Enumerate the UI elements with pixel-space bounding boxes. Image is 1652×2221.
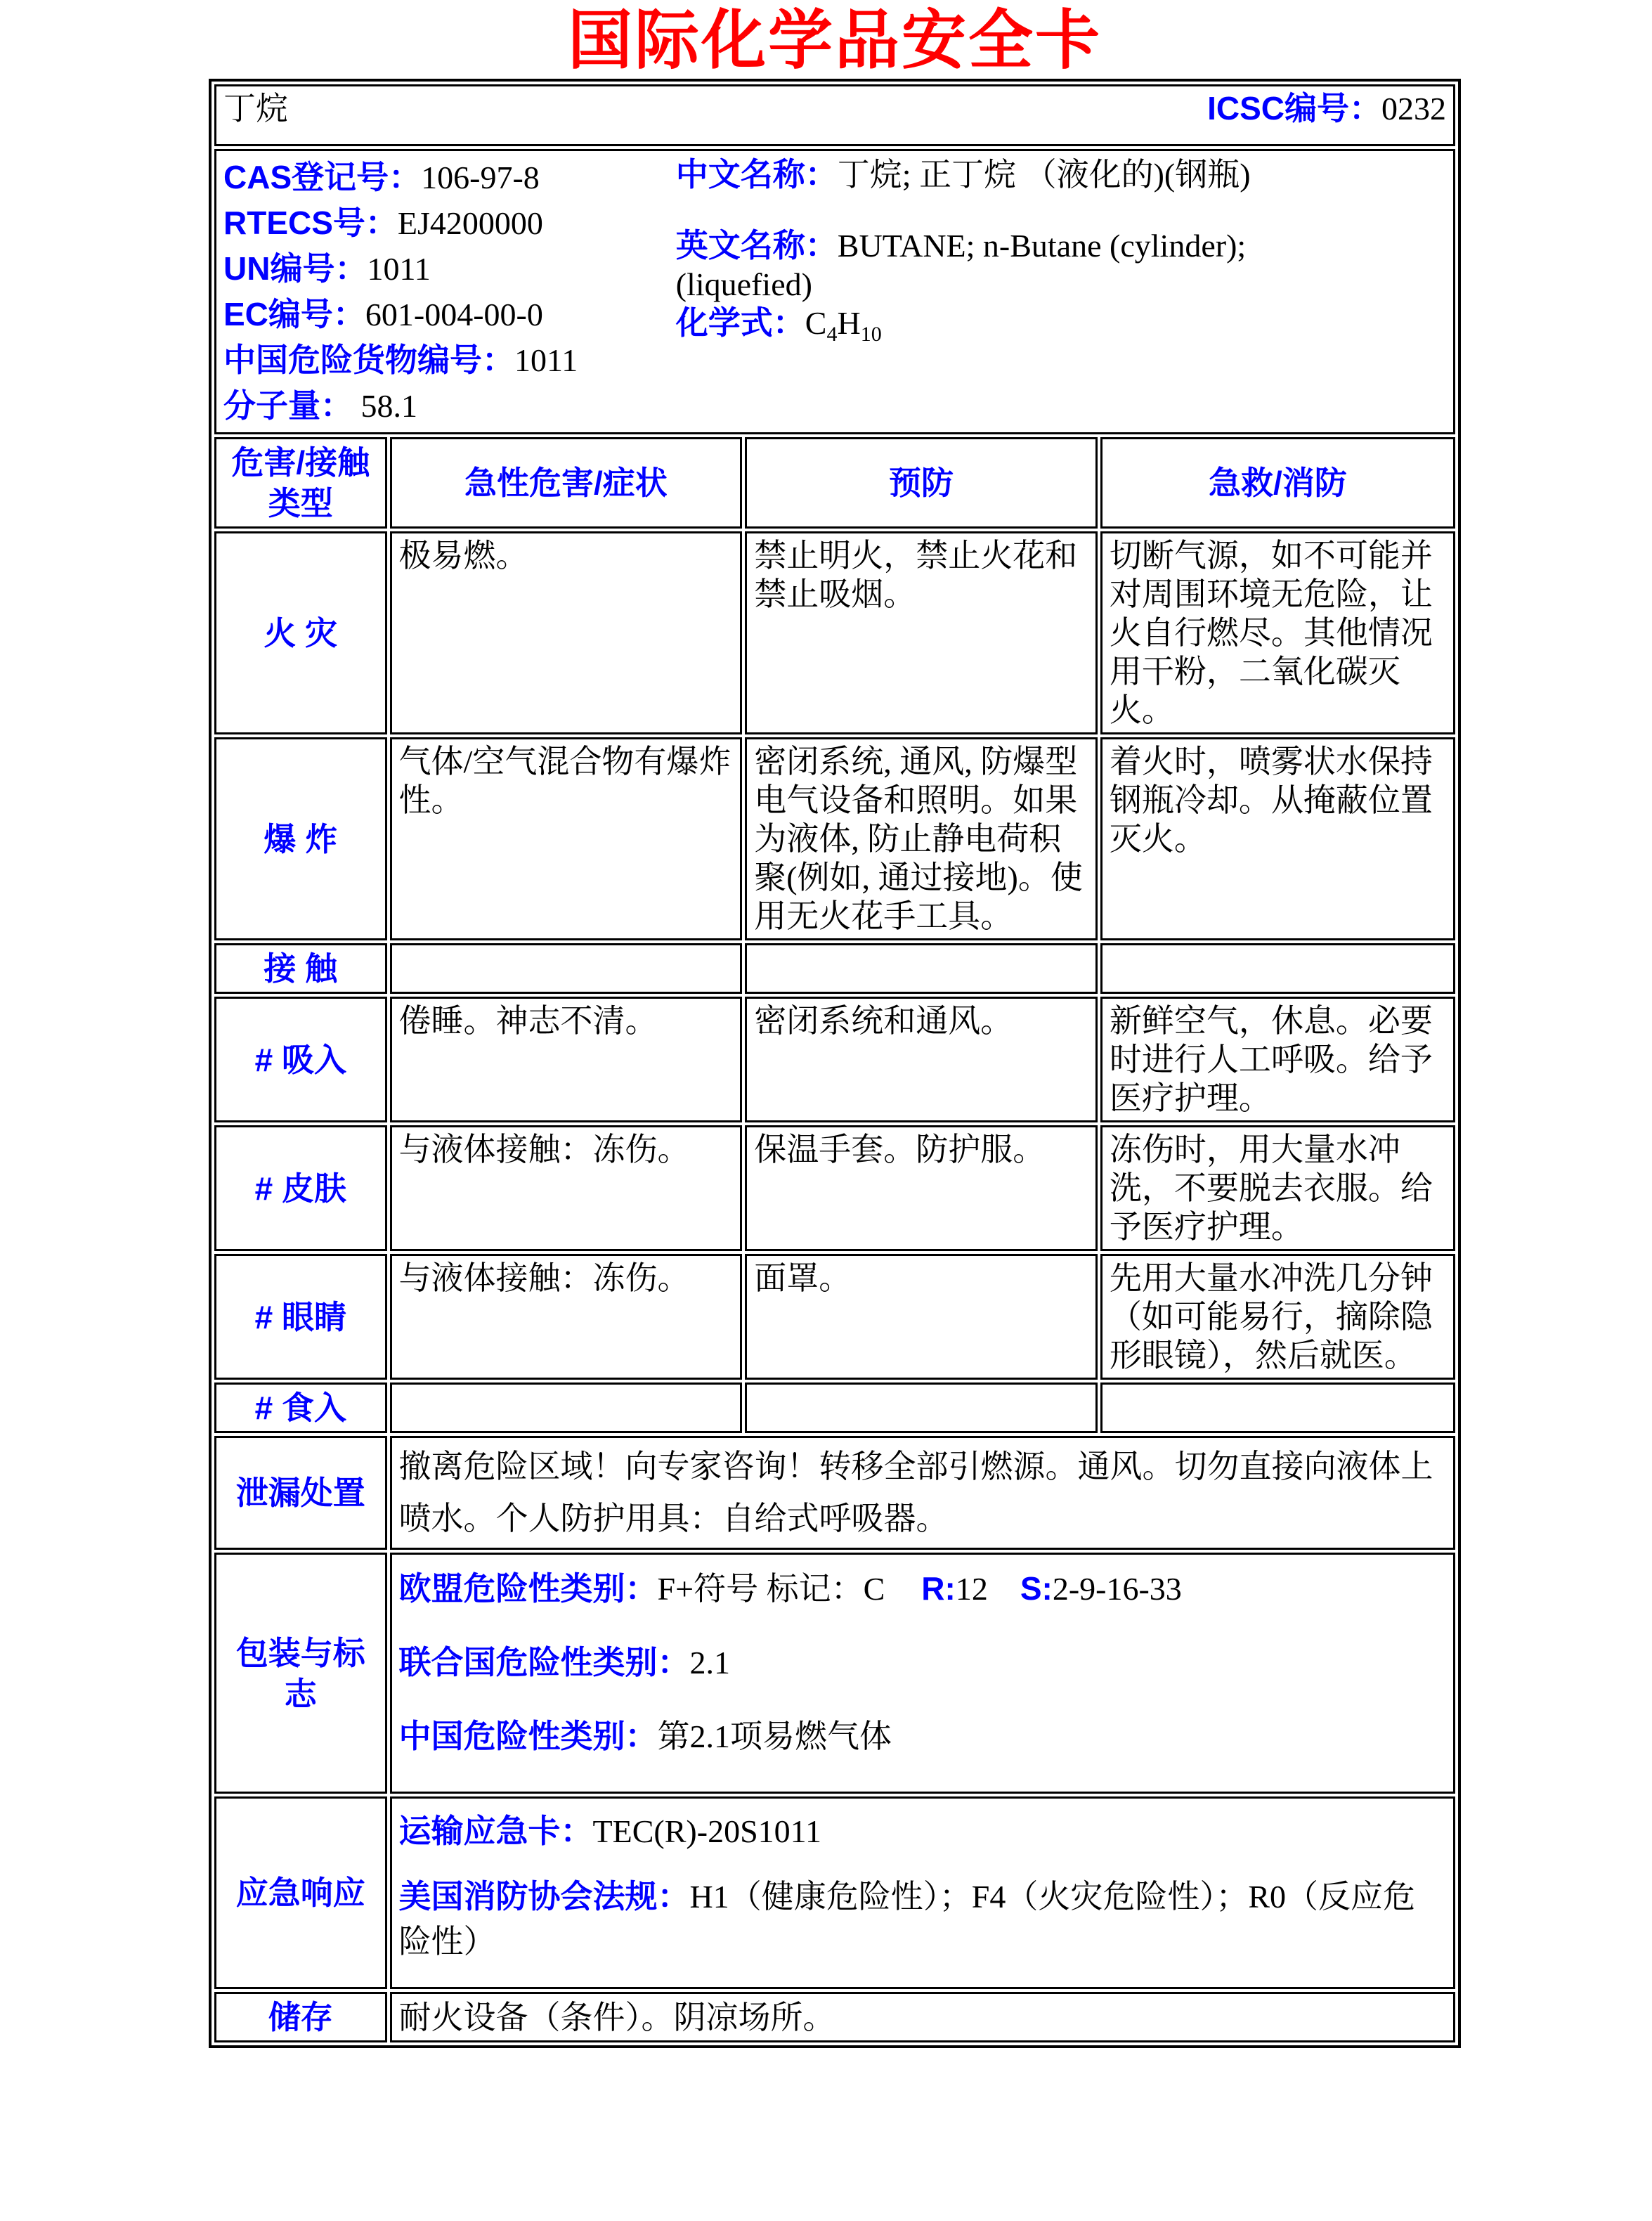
eu-class-label: 欧盟危险性类别： (398, 1570, 658, 1607)
tec-label: 运输应急卡： (398, 1813, 593, 1849)
identifiers-row (214, 149, 1455, 434)
r-phrase-label: R: (921, 1570, 956, 1607)
formula-label: 化学式： (675, 304, 805, 341)
rtecs-value: EJ4200000 (397, 205, 543, 241)
un-class-label: 联合国危险性类别： (398, 1644, 690, 1681)
cn-dg-value: 1011 (514, 342, 578, 378)
ingestion-row (214, 1383, 1455, 1433)
english-name-label: 英文名称： (675, 227, 838, 264)
skin-prevention: 保温手套。防护服。 (745, 1125, 1098, 1251)
header-hazard-type: 危害/接触 类型 (214, 437, 387, 529)
identifiers-left (223, 154, 676, 429)
molweight-value: 58.1 (360, 388, 417, 424)
header-prevention: 预防 (745, 437, 1098, 529)
eyes-symptoms: 与液体接触：冻伤。 (390, 1254, 743, 1380)
ec-value: 601-004-00-0 (365, 297, 543, 332)
substance-row (214, 84, 1455, 146)
un-class-value: 2.1 (689, 1645, 731, 1681)
packaging-content (390, 1553, 1455, 1794)
eyes-prevention: 面罩。 (745, 1254, 1098, 1380)
cn-class-value: 第2.1项易燃气体 (657, 1718, 892, 1754)
r-phrase-value: 12 (955, 1571, 988, 1607)
ingestion-prevention (745, 1383, 1098, 1433)
ingestion-label: # 食入 (214, 1383, 387, 1433)
ingestion-symptoms (390, 1383, 743, 1433)
spill-text: 撤离危险区域！向专家咨询！转移全部引燃源。通风。切勿直接向液体上喷水。个人防护用具：自给式呼吸器。 (390, 1436, 1455, 1550)
contact-row (214, 943, 1455, 994)
contact-label: 接 触 (214, 943, 387, 994)
icsc-number: 0232 (1381, 91, 1446, 127)
fire-symptoms: 极易燃。 (390, 531, 743, 734)
english-name-value2: (liquefied) (675, 266, 812, 302)
explosion-row (214, 737, 1455, 940)
inhalation-row (214, 997, 1455, 1122)
un-label: UN编号： (223, 250, 368, 287)
s-phrase-value: 2-9-16-33 (1052, 1571, 1182, 1607)
chinese-name-value: 丁烷; 正丁烷 （液化的)(钢瓶) (837, 157, 1251, 193)
hazard-header-row (214, 437, 1455, 529)
emergency-row (214, 1796, 1455, 1989)
chinese-name-label: 中文名称： (675, 156, 838, 193)
contact-firstaid (1100, 943, 1455, 994)
rtecs-label: RTECS号： (223, 205, 398, 241)
nfpa-value: H1（健康危险性）；F4（火灾危险性）；R0（反应危险性） (398, 1879, 1416, 1960)
icsc-number-group (1207, 89, 1446, 128)
emergency-content (390, 1796, 1455, 1989)
cas-value: 106-97-8 (421, 160, 540, 195)
skin-firstaid: 冻伤时，用大量水冲洗，不要脱去衣服。给予医疗护理。 (1100, 1125, 1455, 1251)
eu-class-value: F+符号 标记：C (657, 1571, 885, 1607)
packaging-cn-line (399, 1715, 1446, 1758)
explosion-symptoms: 气体/空气混合物有爆炸性。 (390, 737, 743, 940)
icsc-card (209, 6, 1461, 2048)
fire-label: 火 灾 (214, 531, 387, 734)
english-name-value: BUTANE; n-Butane (cylinder); (837, 228, 1247, 264)
fire-prevention: 禁止明火，禁止火花和禁止吸烟。 (745, 531, 1098, 734)
skin-symptoms: 与液体接触：冻伤。 (390, 1125, 743, 1251)
packaging-label: 包装与标志 (214, 1553, 387, 1794)
identifiers-cell (214, 149, 1455, 434)
tec-value: TEC(R)-20S1011 (592, 1813, 821, 1849)
eyes-row (214, 1254, 1455, 1380)
explosion-label: 爆 炸 (214, 737, 387, 940)
storage-text: 耐火设备（条件）。阴凉场所。 (390, 1992, 1455, 2042)
packaging-eu-line (399, 1567, 1446, 1610)
explosion-prevention: 密闭系统, 通风, 防爆型电气设备和照明。如果为液体, 防止静电荷积聚(例如, 通过接地)。使用无火花手工具。 (745, 737, 1098, 940)
ingestion-firstaid (1100, 1383, 1455, 1433)
explosion-firstaid: 着火时，喷雾状水保持钢瓶冷却。从掩蔽位置灭火。 (1100, 737, 1455, 940)
header-symptoms: 急性危害/症状 (390, 437, 743, 529)
inhalation-label: # 吸入 (214, 997, 387, 1122)
fire-firstaid: 切断气源，如不可能并对周围环境无危险，让火自行燃尽。其他情况用干粉，二氧化碳灭火。 (1100, 531, 1455, 734)
skin-label: # 皮肤 (214, 1125, 387, 1251)
packaging-un-line (399, 1641, 1446, 1684)
packaging-row (214, 1553, 1455, 1794)
icsc-table (209, 79, 1461, 2048)
contact-symptoms (390, 943, 743, 994)
icsc-label: ICSC编号： (1207, 90, 1381, 127)
cn-dg-label: 中国危险货物编号： (223, 342, 514, 378)
s-phrase-label: S: (1020, 1570, 1053, 1607)
fire-row (214, 531, 1455, 734)
inhalation-symptoms: 倦睡。神志不清。 (390, 997, 743, 1122)
page-title: 国际化学品安全卡 (567, 5, 1102, 77)
eyes-label: # 眼睛 (214, 1254, 387, 1380)
chemical-formula: $C_4H_{10}$ (805, 305, 882, 347)
substance-cell (214, 84, 1455, 146)
storage-label: 储存 (214, 1992, 387, 2042)
skin-row (214, 1125, 1455, 1251)
emergency-label: 应急响应 (214, 1796, 387, 1989)
molweight-label: 分子量： (223, 387, 353, 424)
cas-label: CAS登记号： (223, 159, 422, 195)
substance-name: 丁烷 (223, 91, 288, 127)
inhalation-firstaid: 新鲜空气，休息。必要时进行人工呼吸。给予医疗护理。 (1100, 997, 1455, 1122)
identifiers-right (676, 154, 1446, 356)
inhalation-prevention: 密闭系统和通风。 (745, 997, 1098, 1122)
nfpa-label: 美国消防协会法规： (398, 1878, 690, 1915)
header-firstaid: 急救/消防 (1100, 437, 1455, 529)
cn-class-label: 中国危险性类别： (398, 1718, 658, 1754)
emergency-nfpa-line (399, 1874, 1446, 1964)
ec-label: EC编号： (223, 296, 365, 332)
spill-row (214, 1436, 1455, 1550)
contact-prevention (745, 943, 1098, 994)
spill-label: 泄漏处置 (214, 1436, 387, 1550)
eyes-firstaid: 先用大量水冲洗几分钟（如可能易行，摘除隐形眼镜），然后就医。 (1100, 1254, 1455, 1380)
storage-row (214, 1992, 1455, 2042)
emergency-tec-line (399, 1808, 1446, 1854)
un-value: 1011 (367, 251, 431, 287)
